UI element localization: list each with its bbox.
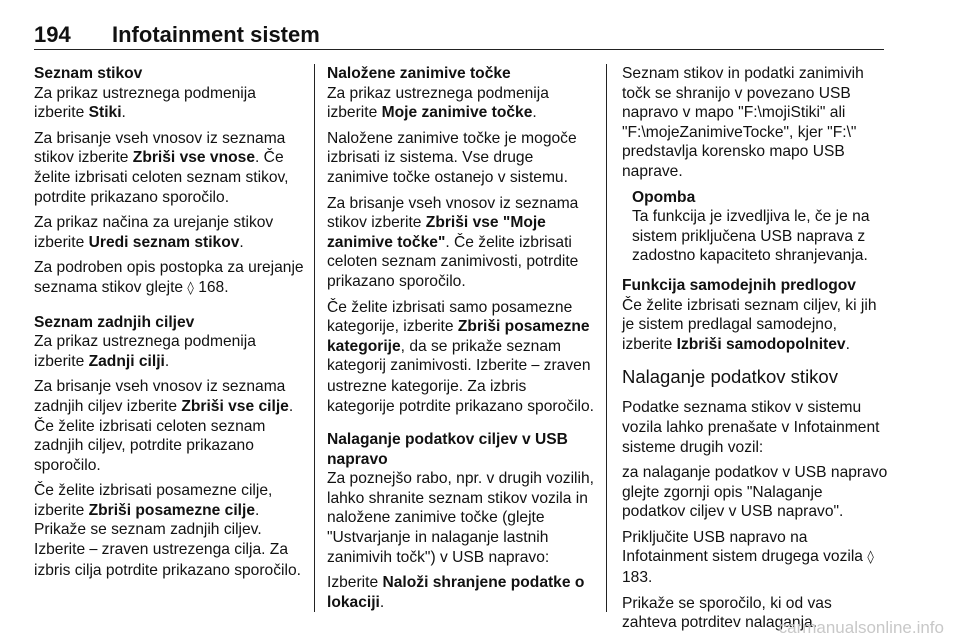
page-reference-icon: ◊ xyxy=(187,280,194,296)
menu-item-name: Zbriši posamezne kategorije xyxy=(327,318,590,355)
paragraph: Za podroben opis postopka za urejanje seznama stikov glejte ◊ 168. xyxy=(34,259,304,296)
paragraph: Če želite izbrisati posamezne cilje, izberite Zbriši posamezne cilje. Prikaže se seznam zadnjih ciljev. Izberite ─ zraven ustrezenga cilja. Za izbris cilja potrdite prikazano sporočilo. xyxy=(34,482,301,579)
paragraph: Za poznejšo rabo, npr. v drugih vozilih, lahko shranite seznam stikov vozila in naložene zanimive točke (glejte "Ustvarjanje in nalaganje lastnih zanimivih točk") v USB napravo: xyxy=(327,470,594,566)
section-heading: Seznam zadnjih ciljev xyxy=(34,313,195,331)
menu-item-name: Zadnji cilji xyxy=(88,352,165,370)
menu-item-name: Izbriši samodopolnitev xyxy=(676,335,846,353)
page-reference-link[interactable]: 183 xyxy=(622,569,649,587)
delete-dash-icon: ─ xyxy=(531,359,540,375)
paragraph: Za prikaz ustreznega podmenija izberite Zadnji cilji. xyxy=(34,333,256,370)
paragraph: Prikaže se sporočilo, ki od vas zahteva potrditev nalaganja. xyxy=(622,594,832,632)
menu-item-name: Uredi seznam stikov xyxy=(88,233,240,251)
menu-item-name: Stiki xyxy=(88,104,122,122)
menu-item-name: Naloži shranjene podatke o lokaciji xyxy=(327,574,585,611)
watermark: carmanualsonline.info xyxy=(778,618,944,637)
paragraph: Če želite izbrisati seznam ciljev, ki jih je sistem predlagal samodejno, izberite Izbriši samodopolnitev. xyxy=(622,296,877,353)
note-title: Opomba xyxy=(632,188,696,206)
running-title: Infotainment sistem xyxy=(112,22,320,47)
page-number: 194 xyxy=(34,22,71,47)
section-heading: Naložene zanimive točke xyxy=(327,65,511,82)
paragraph: Za brisanje vseh vnosov iz seznama stikov izberite Zbriši vse "Moje zanimive točke". Če želite izbrisati celoten seznam zanimivosti, potrdite prikazano sporočilo. xyxy=(327,194,579,290)
paragraph: Za prikaz ustreznega podmenija izberite Stiki. xyxy=(34,84,256,122)
delete-dash-icon: ─ xyxy=(89,543,98,559)
paragraph: Za brisanje vseh vnosov iz seznama stikov izberite Zbriši vse vnose. Če želite izbrisati celoten seznam stikov, potrdite prikazano sporočilo. xyxy=(34,129,289,206)
paragraph: Če želite izbrisati samo posamezne kategorije, izberite Zbriši posamezne kategorije, da se prikaže seznam kategorij zanimivosti. Izberite ─ zraven ustrezne kategorije. Za izbris kategorije potrdite prikazano sporočilo. xyxy=(327,298,594,415)
menu-item-name: Zbriši vse "Moje zanimive točke" xyxy=(327,214,546,251)
column-2 xyxy=(327,64,595,618)
column-divider xyxy=(314,64,315,612)
column-divider xyxy=(606,64,607,612)
paragraph: Seznam stikov in podatki zanimivih točk se shranijo v povezano USB napravo v mapo "F:\mojiStiki" ali "F:\mojeZanimiveTocke", kjer "F:\" predstavlja korensko mapo USB naprave. xyxy=(622,65,864,180)
paragraph: Naložene zanimive točke je mogoče izbrisati iz sistema. Vse druge zanimive točke ostanejo v sistemu. xyxy=(327,129,577,186)
column-3 xyxy=(622,64,890,639)
header-rule xyxy=(34,49,884,50)
paragraph: Za prikaz ustreznega podmenija izberite Moje zanimive točke. xyxy=(327,84,549,122)
menu-item-name: Moje zanimive točke xyxy=(381,104,533,122)
note-box xyxy=(632,188,890,266)
note-text: Ta funkcija je izvedljiva le, če je na sistem priključena USB naprava z zadostno kapaciteto shranjevanja. xyxy=(632,208,870,265)
paragraph: za nalaganje podatkov v USB napravo glejte zgornji opis "Nalaganje podatkov ciljev v USB napravo". xyxy=(622,464,888,521)
menu-item-name: Zbriši posamezne cilje xyxy=(88,501,256,519)
chapter-heading: Nalaganje podatkov stikov xyxy=(622,366,838,388)
paragraph: Za prikaz načina za urejanje stikov izberite Uredi seznam stikov. xyxy=(34,214,274,251)
paragraph: Izberite Naloži shranjene podatke o lokaciji. xyxy=(327,574,585,611)
page-reference-link[interactable]: 168 xyxy=(198,278,225,296)
menu-item-name: Zbriši vse vnose xyxy=(132,149,256,167)
paragraph: Za brisanje vseh vnosov iz seznama zadnjih ciljev izberite Zbriši vse cilje. Če želite izbrisati celoten seznam zadnjih ciljev, potrdite prikazano sporočilo. xyxy=(34,378,294,474)
section-heading: Funkcija samodejnih predlogov xyxy=(622,276,856,294)
page-header xyxy=(34,22,884,52)
paragraph: Podatke seznama stikov v sistemu vozila lahko prenašate v Infotainment sisteme drugih vozil: xyxy=(622,399,880,456)
column-1 xyxy=(34,64,306,586)
menu-item-name: Zbriši vse cilje xyxy=(181,397,289,415)
paragraph: Priključite USB napravo na Infotainment sistem drugega vozila ◊ 183. xyxy=(622,528,874,587)
section-heading: Seznam stikov xyxy=(34,65,143,82)
page-reference-icon: ◊ xyxy=(867,550,874,566)
section-heading: Nalaganje podatkov ciljev v USB napravo xyxy=(327,431,568,468)
